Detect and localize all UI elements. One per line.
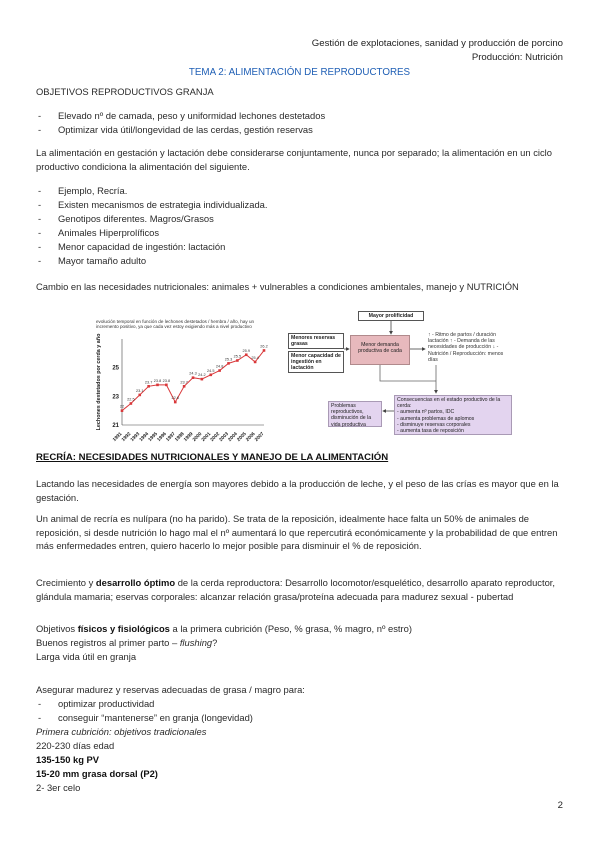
x-tick-label: 1993 — [130, 431, 142, 443]
x-tick-label: 2006 — [245, 431, 257, 443]
text-run: a la primera cubrición (Peso, % grasa, % magro, nº estro) — [169, 623, 412, 634]
data-point — [165, 384, 168, 387]
list-item: - optimizar productividad — [58, 697, 154, 711]
paragraph: Asegurar madurez y reservas adecuadas de grasa / magro para: — [36, 684, 305, 695]
list-item: - Mayor tamaño adulto — [58, 254, 146, 268]
header-course-title: Gestión de explotaciones, sanidad y producción de porcino — [311, 38, 563, 49]
x-tick-label: 1994 — [138, 431, 151, 443]
paragraph: 220-230 días edad — [36, 740, 115, 751]
data-label: 23.8 — [153, 378, 162, 383]
data-point — [147, 385, 150, 388]
text-run: Crecimiento y — [36, 577, 96, 588]
diagram-line: - aumenta problemas de aplomos — [397, 415, 475, 422]
data-label: 25.9 — [242, 348, 250, 353]
diagram-line: - aumenta nº partos, IDC — [397, 409, 455, 416]
x-tick-label: 1996 — [156, 431, 168, 443]
x-tick-label: 1995 — [147, 431, 159, 443]
data-point — [174, 401, 177, 404]
text-run: de la cerda reproductora: Desarrollo locomotor/esquelético, desarrollo aparato reproductor, glándula mamaria; eservas corporales: alcanzar relación grasa/proteína adecuada para madurez sexual - pubertad — [36, 577, 556, 602]
x-tick-label: 1998 — [174, 431, 186, 443]
y-tick-label: 23 — [112, 394, 119, 401]
x-tick-label: 1991 — [112, 431, 124, 443]
x-tick-label: 2004 — [227, 431, 239, 443]
data-point — [236, 359, 239, 362]
data-point — [263, 349, 266, 352]
list-item: - Ejemplo, Recría. — [58, 184, 127, 198]
text-run: ? — [212, 637, 218, 648]
text-run-italic: flushing — [179, 637, 213, 648]
data-point — [156, 384, 159, 387]
page-number: 2 — [557, 800, 563, 811]
chart-caption: evolución temporal en función de lechones destetados / hembra / año, hay un incremento positivo, ya que cada vez estoy exigiendo más a nivel productivo — [96, 319, 255, 330]
x-tick-label: 1992 — [121, 431, 133, 443]
x-tick-label: 2001 — [201, 431, 213, 443]
paragraph: Un animal de recría es nulípara (no ha parido). Se trata de la reposición, idealmente hace falta un 50% de animales de reposición, si desde nutrición lo hago mal el nº aumentará lo que repercutirá económicamente y la probabilidad de que entren más enfermedades entren, quiero hacerlo lo mejor posible para disminuir el % de reposición. — [36, 513, 558, 552]
data-label: 24.2 — [198, 373, 206, 378]
data-label: 26.2 — [260, 344, 268, 349]
figure-diagram — [286, 311, 548, 441]
y-axis-label: Lechones destetados por cerda y año — [96, 333, 102, 431]
data-label: 23.7 — [180, 380, 188, 385]
paragraph: Cambio en las necesidades nutricionales: animales + vulnerables a condiciones ambientales, manejo y NUTRICIÓN — [36, 281, 519, 292]
diagram-box-center: Menor demanda productiva de cada — [350, 335, 410, 365]
list-item: - Optimizar vida útil/longevidad de las cerdas, gestión reservas — [58, 123, 313, 137]
paragraph: Larga vida útil en granja — [36, 651, 137, 662]
diagram-line: - disminuye reservas corporales — [397, 421, 471, 428]
text-run: Objetivos — [36, 623, 78, 634]
y-tick-label: 25 — [112, 365, 119, 372]
diagram-box-right: ↑ - Ritmo de partos / duración lactación ↑ - Demanda de las necesidades de producción ↓ - Nutrición / Reproducción: menos días — [426, 331, 508, 365]
paragraph-bold: 15-20 mm grasa dorsal (P2) — [36, 768, 158, 779]
data-label: 25.5 — [233, 354, 242, 359]
data-label: 25.4 — [251, 355, 259, 360]
paragraph: La alimentación en gestación y lactación debe considerarse conjuntamente, nunca por separado; la alimentación en un ciclo productivo condiciona la alimentación del siguiente. — [36, 147, 552, 172]
topic-title: TEMA 2: ALIMENTACIÓN DE REPRODUCTORES — [188, 67, 411, 78]
data-point — [254, 361, 257, 364]
objectives-heading: OBJETIVOS REPRODUCTIVOS GRANJA — [36, 86, 214, 97]
data-label: 24.5 — [207, 368, 215, 373]
data-label: 22 — [119, 404, 125, 409]
x-tick-label: 2000 — [192, 431, 204, 443]
list-item: - Genotipos diferentes. Magros/Grasos — [58, 212, 214, 226]
paragraph: Lactando las necesidades de energía son mayores debido a la producción de leche, y el peso de las crías es mayor que en la gestación. — [36, 478, 559, 503]
section-title: RECRÍA: NECESIDADES NUTRICIONALES Y MANEJO DE LA ALIMENTACIÓN — [36, 452, 389, 463]
data-label: 22.6 — [171, 396, 179, 401]
data-point — [245, 353, 248, 356]
series-line — [119, 350, 264, 410]
list-item: - Menor capacidad de ingestión: lactación — [58, 240, 225, 254]
diagram-box-bottom-left: Problemas reproductivos, disminución de la vida productiva — [328, 401, 382, 427]
data-label: 23.7 — [144, 380, 153, 385]
diagram-line: - aumenta tasa de reposición — [397, 428, 464, 435]
x-tick-label: 2007 — [254, 431, 266, 443]
data-point — [227, 362, 230, 365]
list-item: - Elevado nº de camada, peso y uniformidad lechones destetados — [58, 109, 325, 123]
list-item: - Animales Hiperprolíficos — [58, 226, 159, 240]
paragraph: 2- 3er celo — [36, 782, 81, 793]
data-label: 22.5 — [127, 397, 135, 402]
data-label: 24.3 — [189, 371, 197, 376]
figure-chart — [92, 319, 272, 444]
x-tick-label: 2003 — [218, 431, 230, 443]
text-run-bold: desarrollo óptimo — [95, 577, 176, 588]
paragraph-italic: Primera cubrición: objetivos tradicionales — [36, 726, 207, 737]
data-label: 23.1 — [136, 388, 144, 393]
x-tick-label: 1997 — [165, 431, 177, 443]
paragraph — [36, 576, 566, 603]
x-tick-label: 1999 — [183, 431, 195, 443]
data-point — [121, 409, 124, 412]
text-run-bold: físicos y fisiológicos — [77, 623, 170, 634]
diagram-arrows — [286, 311, 548, 441]
data-point — [192, 376, 195, 379]
paragraph — [36, 622, 566, 636]
diagram-box-top: Mayor prolificidad — [358, 311, 424, 321]
list-item: - Existen mecanismos de estrategia individualizada. — [58, 198, 268, 212]
data-label: 25.3 — [224, 357, 233, 362]
line-chart — [92, 333, 272, 445]
diagram-box-left1: Menores reservas grasas — [288, 333, 344, 349]
data-point — [138, 394, 141, 397]
paragraph — [36, 636, 566, 650]
x-tick-label: 2002 — [209, 431, 222, 443]
data-point — [209, 374, 212, 377]
header-subject: Producción: Nutrición — [471, 52, 563, 63]
diagram-line: Consecuencias en el estado productivo de la cerda: — [397, 397, 501, 410]
data-point — [183, 385, 186, 388]
data-point — [218, 369, 221, 372]
data-label: 24.8 — [215, 364, 224, 369]
data-point — [130, 402, 133, 405]
data-point — [201, 378, 204, 381]
y-tick-label: 21 — [112, 423, 119, 429]
data-label: 23.8 — [162, 378, 171, 383]
list-item: - conseguir “mantenerse” en granja (longevidad) — [58, 711, 253, 725]
text-run: Buenos registros al primer parto – — [36, 637, 180, 648]
x-tick-label: 2005 — [236, 431, 248, 443]
diagram-box-left2: Menor capacidad de ingestión en lactación — [288, 351, 344, 373]
paragraph-bold: 135-150 kg PV — [36, 754, 100, 765]
